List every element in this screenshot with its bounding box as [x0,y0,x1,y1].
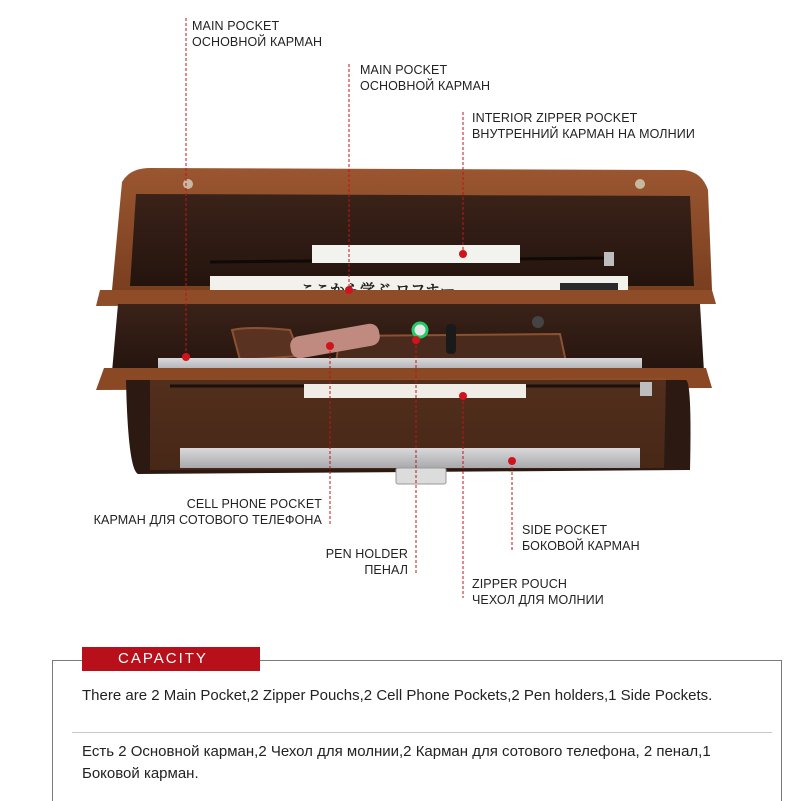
label-en: ZIPPER POUCH [472,577,567,591]
rivet-icon [183,179,193,189]
label-ru: ЧЕХОЛ ДЛЯ МОЛНИИ [472,593,604,607]
label-main-pocket-1 [192,18,322,50]
label-ru: ВНУТРЕННИЙ КАРМАН НА МОЛНИИ [472,127,695,141]
label-ru: ОСНОВНОЙ КАРМАН [192,35,323,49]
label-side-pocket [522,522,640,554]
label-en: CELL PHONE POCKET [186,497,322,511]
zipper-pull-icon [604,252,614,266]
buckle-icon [532,316,544,328]
label-ru: КАРМАН ДЛЯ СОТОВОГО ТЕЛЕФОНА [93,513,322,527]
label-interior-zipper-pocket [472,110,695,142]
label-en: INTERIOR ZIPPER POCKET [472,111,638,125]
bag-back-panel [112,168,712,290]
capacity-divider [72,732,772,733]
label-en: SIDE POCKET [522,523,608,537]
card-in-zipper-pouch [304,384,526,398]
pen-icon [446,324,456,354]
label-en: MAIN POCKET [192,19,280,33]
label-ru: БОКОВОЙ КАРМАН [522,539,640,553]
capacity-text-russian: Есть 2 Основной карман,2 Чехол для молнии,2 Карман для сотового телефона, 2 пенал,1 Боковой карман. [82,743,711,782]
zipper-pull-icon [640,382,652,396]
label-pen-holder [326,546,408,578]
capacity-text-english: There are 2 Main Pocket,2 Zipper Pouchs,2 Cell Phone Pockets,2 Pen holders,1 Side Pockets. [82,687,713,704]
label-ru: ОСНОВНОЙ КАРМАН [360,79,491,93]
capacity-title: CAPACITY [82,647,260,671]
label-cell-phone-pocket [94,496,322,528]
label-zipper-pouch [472,576,604,608]
clasp-icon [396,468,446,484]
rivet-icon [635,179,645,189]
tablet-in-pocket [180,448,640,468]
label-en: MAIN POCKET [360,63,448,77]
label-ru: ПЕНАЛ [364,563,408,577]
bag-front-panel [96,368,712,484]
pen-icon [413,323,427,337]
card-in-pocket [312,245,520,263]
label-en: PEN HOLDER [325,547,408,561]
label-main-pocket-2 [360,62,490,94]
